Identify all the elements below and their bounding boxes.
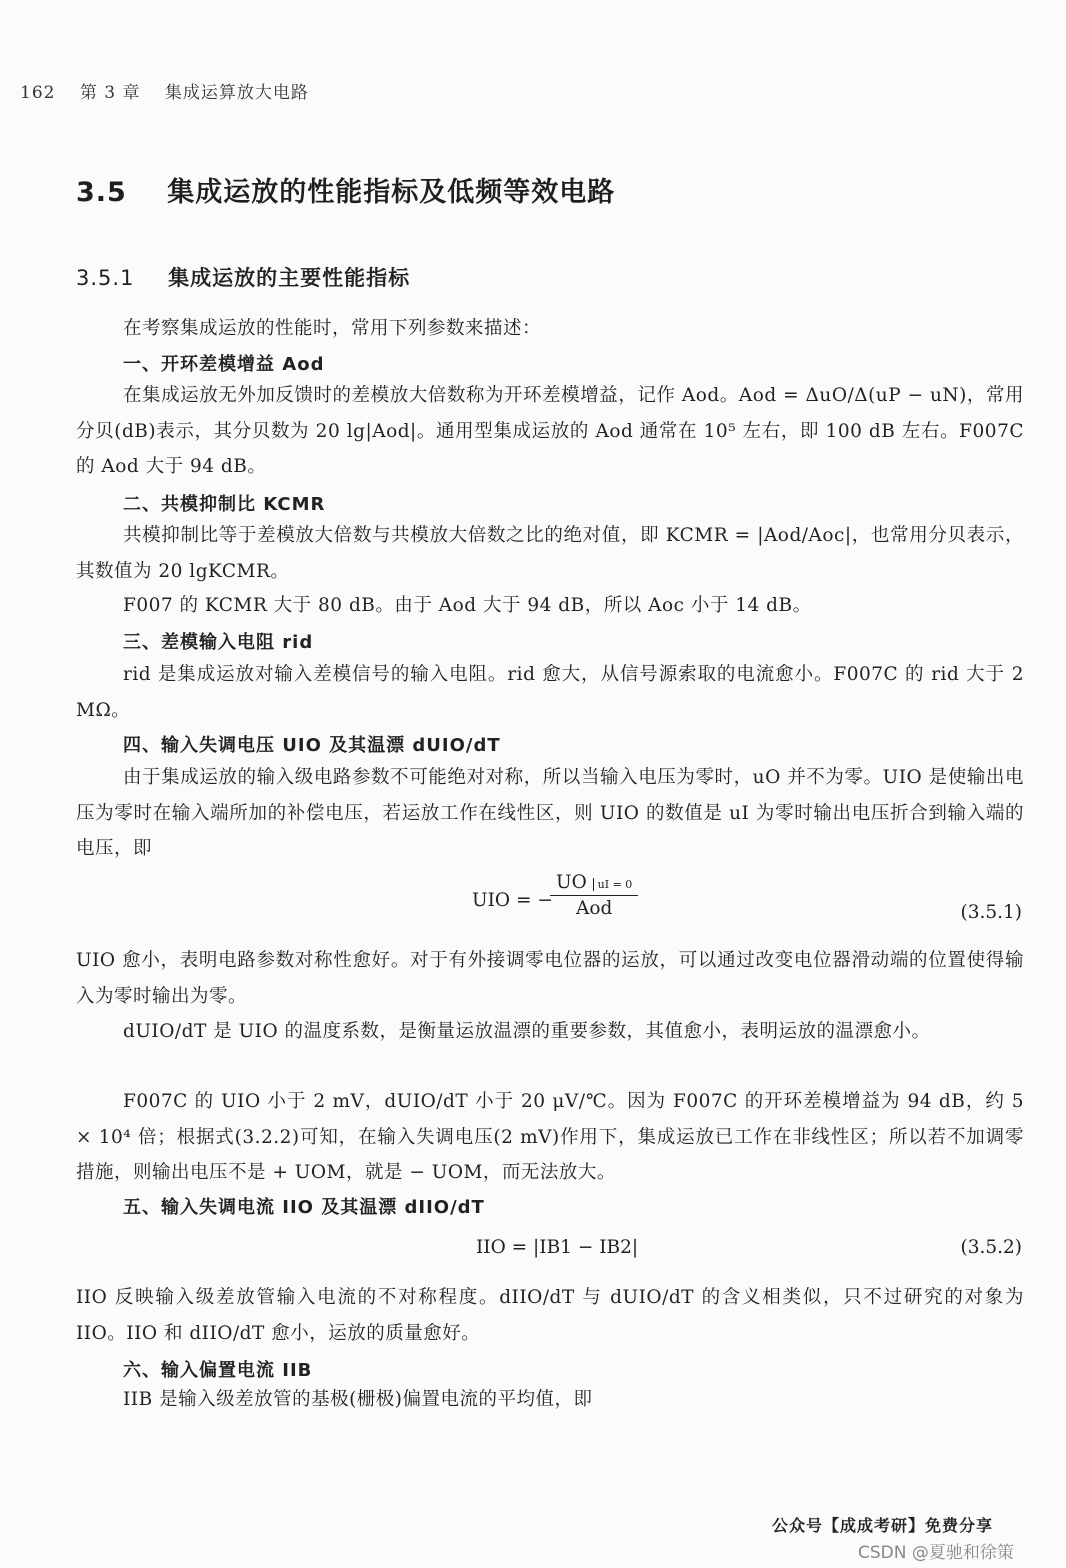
equation-fraction (550, 872, 638, 919)
heading-bias-current: 六、输入偏置电流 IIB (123, 1360, 313, 1381)
equation-number: (3.5.2) (960, 1237, 1022, 1258)
chapter-title: 集成运算放大电路 (164, 83, 309, 103)
paragraph-cmrr-definition: 共模抑制比等于差模放大倍数与共模放大倍数之比的绝对值，即 KCMR = |Aod/Aoc|，也常用分贝表示，其数值为 20 lgKCMR。 (76, 525, 1024, 582)
heading-open-loop-gain: 一、开环差模增益 Aod (123, 354, 325, 375)
section-heading (76, 170, 615, 209)
section-title: 集成运放的性能指标及低频等效电路 (167, 177, 616, 208)
subsection-heading (76, 262, 410, 292)
equation-expression: IIO = |IB1 − IB2| (476, 1237, 639, 1258)
heading-input-resistance: 三、差模输入电阻 rid (123, 632, 314, 653)
numerator-condition: uI = 0 (593, 878, 633, 891)
paragraph-f007c-example: F007C 的 UIO 小于 2 mV，dUIO/dT 小于 20 μV/℃。因为 F007C 的开环差模增益为 94 dB，约 5 × 10⁴ 倍；根据式(3.2.2)可知，在输入失调电压(2 mV)作用下，集成运放已工作在非线性区；所以若不加调零措施，则输出电压不是 + UOM，就是 − UOM，而无法放大。 (76, 1091, 1024, 1183)
paragraph-cmrr-example: F007 的 KCMR 大于 80 dB。由于 Aod 大于 94 dB，所以 Aoc 小于 14 dB。 (123, 595, 812, 616)
equation-numerator (550, 872, 638, 896)
intro-paragraph: 在考察集成运放的性能时，常用下列参数来描述： (123, 318, 542, 339)
numerator-value: UO (556, 872, 587, 893)
equation-lhs: UIO = − (472, 890, 553, 911)
equation-number: (3.5.1) (960, 902, 1022, 923)
paragraph-offset-drift: dUIO/dT 是 UIO 的温度系数，是衡量运放温漂的重要参数，其值愈小，表明运放的温漂愈小。 (123, 1021, 931, 1042)
equation-denominator: Aod (575, 898, 613, 919)
paragraph-offset-symmetry: UIO 愈小，表明电路参数对称性愈好。对于有外接调零电位器的运放，可以通过改变电位器滑动端的位置使得输入为零时输出为零。 (76, 950, 1024, 1007)
paragraph-input-resistance: rid 是集成运放对输入差模信号的输入电阻。rid 愈大，从信号源索取的电流愈小。F007C 的 rid 大于 2 MΩ。 (76, 664, 1024, 721)
paragraph-bias-current: IIB 是输入级差放管的基极(栅极)偏置电流的平均值，即 (123, 1389, 593, 1410)
footer-note: 公众号【成成考研】免费分享 (772, 1516, 994, 1535)
page-number: 162 (20, 83, 56, 103)
section-number: 3.5 (76, 177, 127, 208)
heading-offset-current: 五、输入失调电流 IIO 及其温漂 dIIO/dT (123, 1197, 485, 1218)
subsection-number: 3.5.1 (76, 266, 135, 290)
chapter-label: 第 3 章 (79, 83, 141, 103)
subsection-title: 集成运放的主要性能指标 (168, 266, 411, 290)
page-header (20, 78, 309, 103)
watermark: CSDN @夏驰和徐策 (858, 1543, 1014, 1563)
paragraph-open-loop-gain: 在集成运放无外加反馈时的差模放大倍数称为开环差模增益，记作 Aod。Aod = ΔuO/Δ(uP − uN)，常用分贝(dB)表示，其分贝数为 20 lg|Aod|。通用型集成运放的 Aod 通常在 10⁵ 左右，即 100 dB 左右。F007C 的 Aod 大于 94 dB。 (76, 385, 1024, 477)
paragraph-offset-voltage: 由于集成运放的输入级电路参数不可能绝对对称，所以当输入电压为零时，uO 并不为零。UIO 是使输出电压为零时在输入端所加的补偿电压，若运放工作在线性区，则 UIO 的数值是 uI 为零时输出电压折合到输入端的电压，即 (76, 767, 1024, 859)
paragraph-offset-current: IIO 反映输入级差放管输入电流的不对称程度。dIIO/dT 与 dUIO/dT 的含义相类似，只不过研究的对象为 IIO。IIO 和 dIIO/dT 愈小，运放的质量愈好。 (76, 1287, 1024, 1344)
heading-offset-voltage: 四、输入失调电压 UIO 及其温漂 dUIO/dT (123, 735, 501, 756)
heading-cmrr: 二、共模抑制比 KCMR (123, 494, 326, 515)
